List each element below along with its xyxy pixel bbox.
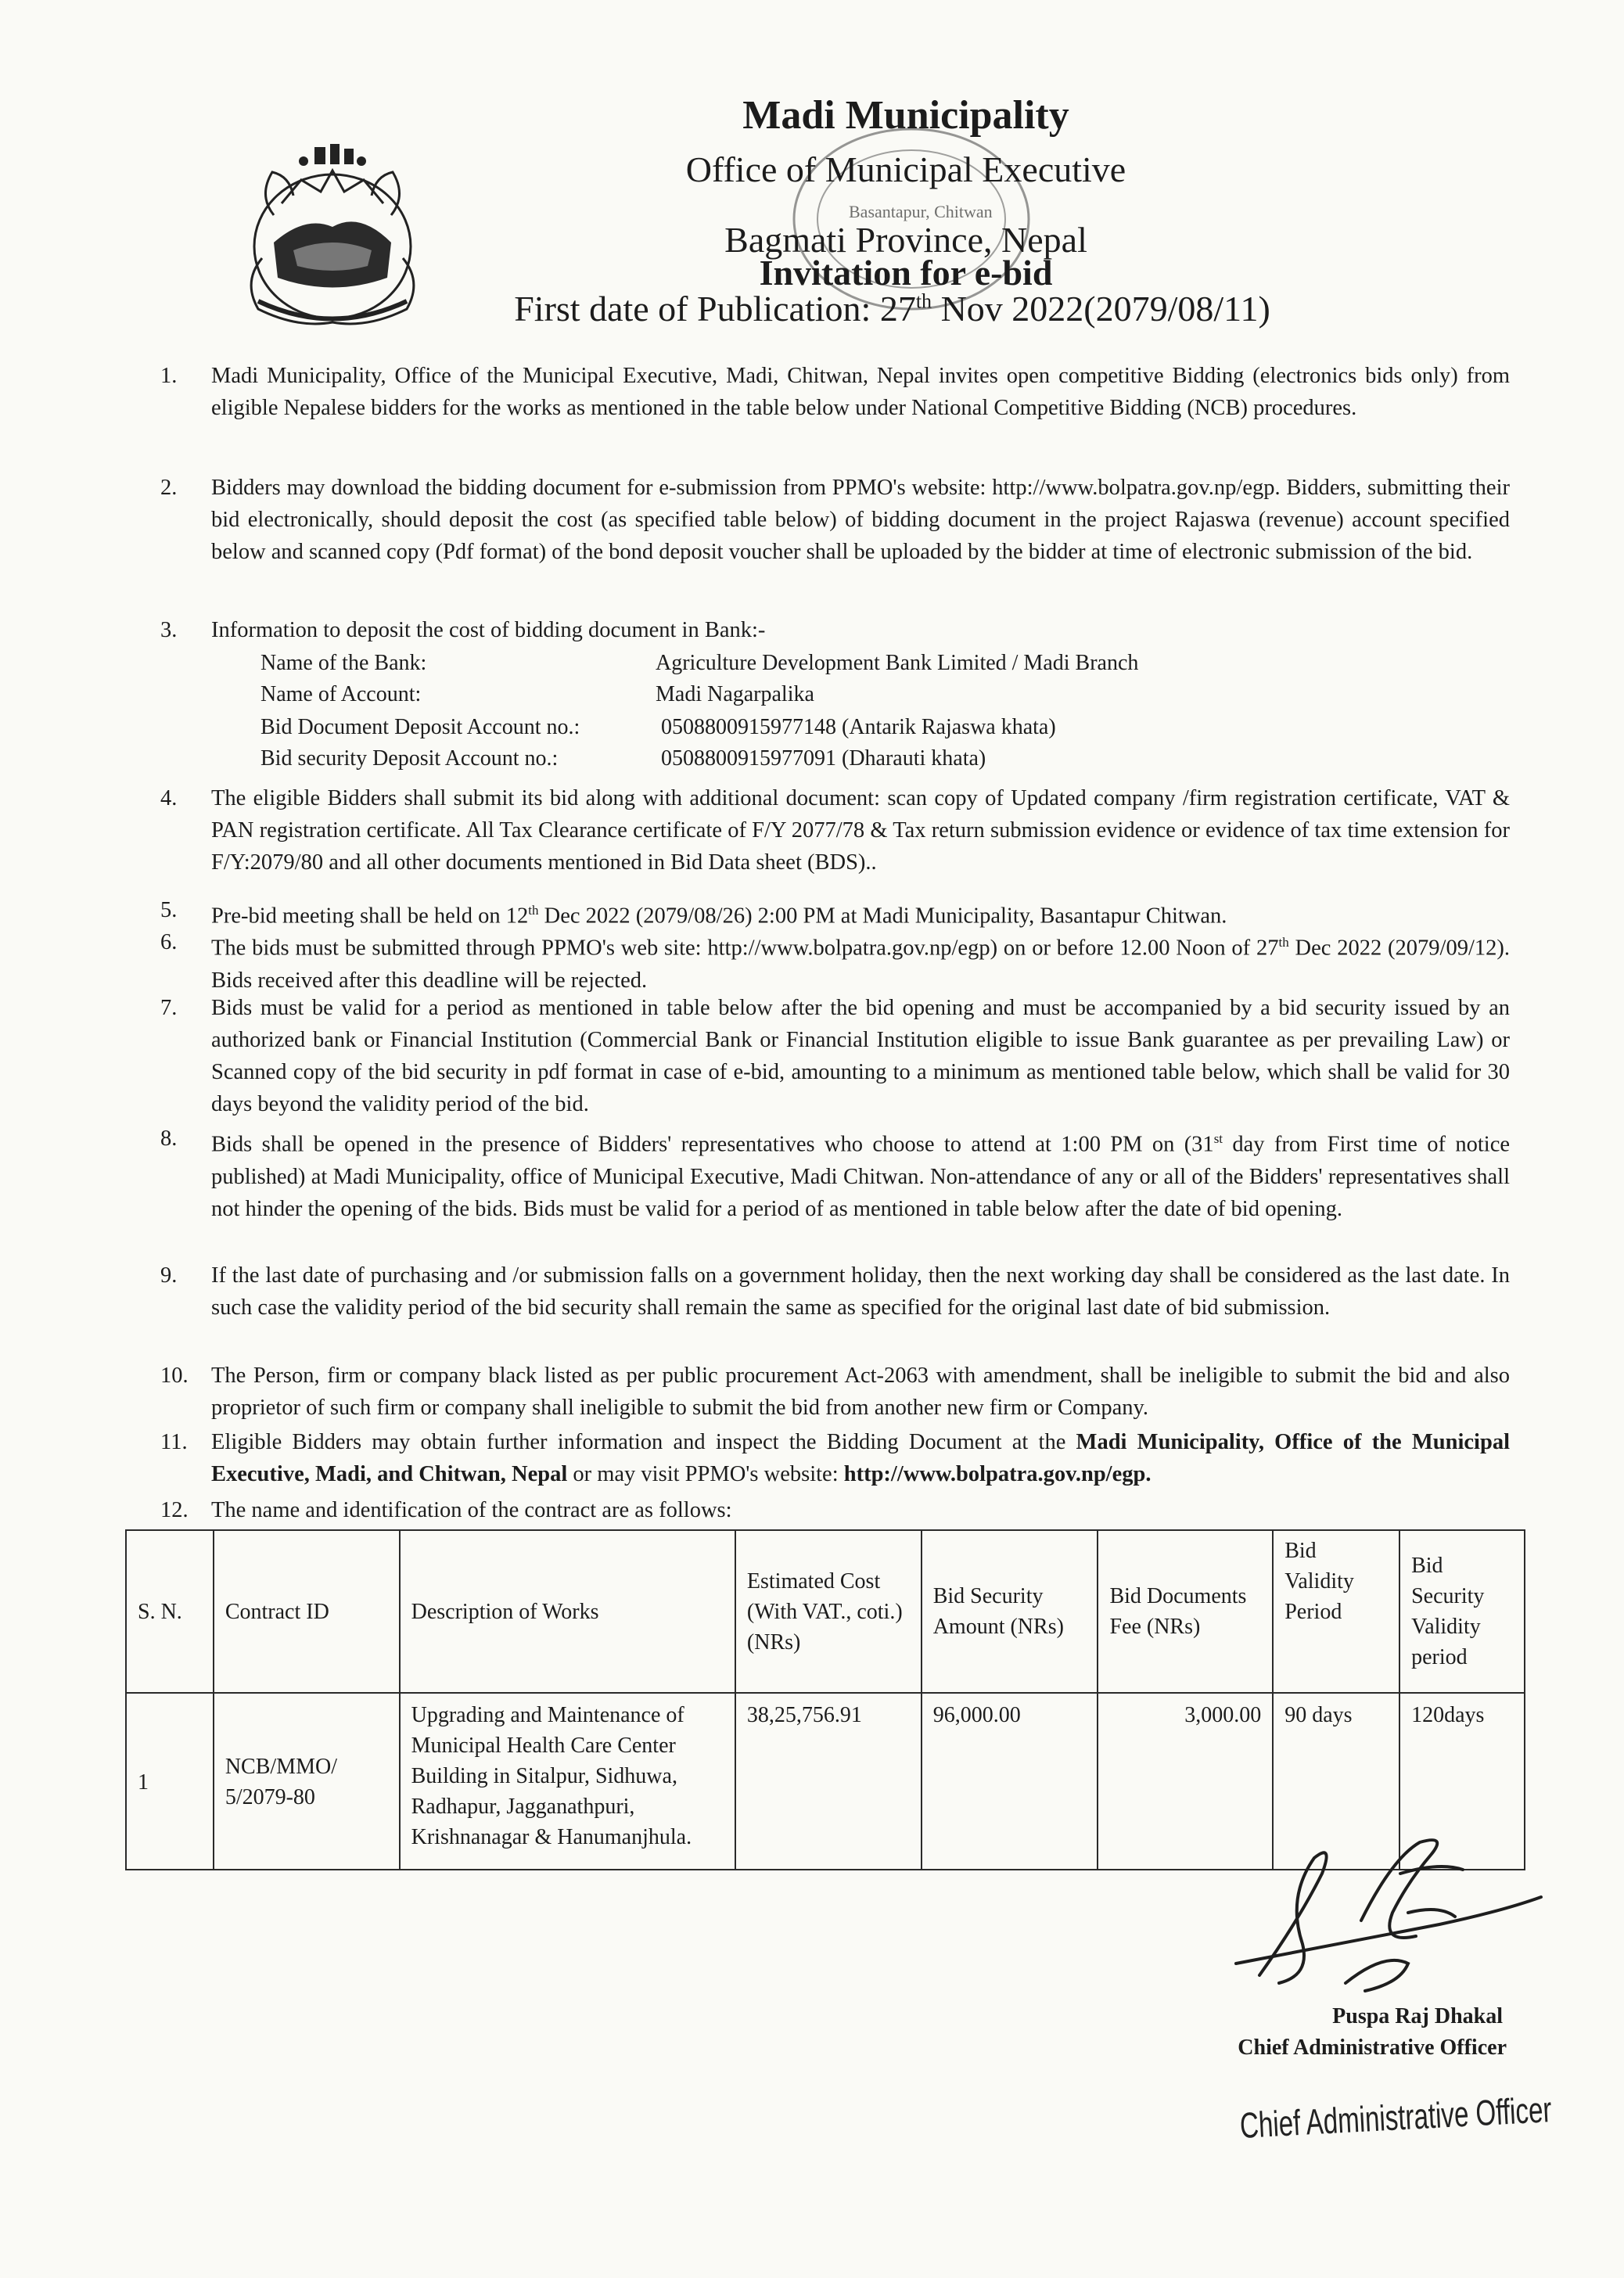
clause-text: The bids must be submitted through PPMO's web site: http://www.bolpatra.gov.np/egp) on or before 12.00 Noon of 27th Dec 2022 (2079/09/12). Bids received after this deadline will be rejected.	[211, 935, 1510, 993]
publication-date: First date of Publication: 27th Nov 2022(2079/08/11)	[514, 289, 1270, 329]
bank-row-account-name	[260, 679, 1199, 710]
clause-number: 6.	[160, 930, 178, 954]
clause-text: The Person, firm or company black listed as per public procurement Act-2063 with amendment, shall be ineligible to submit the bid and also proprietor of such firm or company shall ineligible to submit the bid from another new firm or Company.	[211, 1364, 1510, 1420]
table-cell: 96,000.00	[922, 1693, 1098, 1870]
table-cell: 120days	[1399, 1693, 1525, 1870]
table-cell: 90 days	[1273, 1693, 1399, 1870]
clause-number: 10.	[160, 1364, 189, 1388]
column-header: Description of Works	[400, 1530, 735, 1693]
clause-number: 2.	[160, 476, 178, 500]
office-name: Office of Municipal Executive	[685, 149, 1126, 189]
column-header: Bid Documents Fee (NRs)	[1098, 1530, 1273, 1693]
invitation-heading: Invitation for e-bid	[759, 253, 1053, 293]
clause-text: Pre-bid meeting shall be held on 12th Dec 2022 (2079/08/26) 2:00 PM at Madi Municipality, Basantapur Chitwan.	[211, 903, 1227, 929]
clause-number: 4.	[160, 786, 178, 810]
column-header: Bid Security Validity period	[1399, 1530, 1525, 1693]
nepal-emblem-icon	[227, 141, 438, 336]
clause-text: The name and identification of the contract are as follows:	[211, 1498, 732, 1522]
account-name-label: Name of Account:	[260, 682, 422, 706]
signatory-title: Chief Administrative Officer	[1238, 2035, 1507, 2060]
clause-text: Bids shall be opened in the presence of Bidders' representatives who choose to attend at 1:00 PM on (31st day from First time of notice published) at Madi Municipality, office of Municipal Executive, Madi Chitwan. Non-attendance of any or all of the Bidders' representatives shall not hinder the opening of the bids. Bids must be valid for a period of as mentioned in table below after the date of bid opening.	[211, 1131, 1510, 1221]
bank-name-label: Name of the Bank:	[260, 651, 427, 675]
column-header: Bid Security Amount (NRs)	[922, 1530, 1098, 1693]
table-cell: 1	[126, 1693, 214, 1870]
column-header: S. N.	[126, 1530, 214, 1693]
contract-table	[125, 1529, 1525, 1870]
clause-number: 1.	[160, 364, 178, 388]
column-header: Bid Validity Period	[1273, 1530, 1399, 1693]
column-header: Contract ID	[214, 1530, 400, 1693]
seal-text: Basantapur, Chitwan	[849, 202, 993, 221]
bank-row-bank-name	[260, 648, 1199, 679]
account-name-value: Madi Nagarpalika	[656, 682, 814, 706]
bid-security-account-label: Bid security Deposit Account no.:	[260, 746, 559, 771]
clause-text: Eligible Bidders may obtain further information and inspect the Bidding Document at the Madi Municipality, Office of the Municipal Executive, Madi, and Chitwan, Nepal or may visit PPMO's website: http://www.bolpatra.gov.np/egp.	[211, 1430, 1510, 1486]
clause-text: The eligible Bidders shall submit its bid along with additional document: scan copy of Updated company /firm registration certificate, VAT & PAN registration certificate. All Tax Clearance certificate of F/Y 2077/78 & Tax return submission evidence or evidence of tax time extension for F/Y:2079/80 and all other documents mentioned in Bid Data sheet (BDS)..	[211, 786, 1510, 875]
bank-row-bid-security	[260, 743, 1199, 774]
municipality-title: Madi Municipality	[742, 93, 1069, 138]
table-cell: 38,25,756.91	[735, 1693, 922, 1870]
clause-text: Madi Municipality, Office of the Municipal Executive, Madi, Chitwan, Nepal invites open competitive Bidding (electronics bids only) from eligible Nepalese bidders for the works as mentioned in the table below under National Competitive Bidding (NCB) procedures.	[211, 364, 1510, 420]
table-cell: NCB/MMO/ 5/2079-80	[214, 1693, 400, 1870]
bank-row-bid-document	[260, 712, 1199, 743]
column-header: Estimated Cost (With VAT., coti.) (NRs)	[735, 1530, 922, 1693]
bank-name-value: Agriculture Development Bank Limited / Madi Branch	[656, 651, 1139, 675]
clause-text: Bidders may download the bidding document for e-submission from PPMO's website: http://www.bolpatra.gov.np/egp. Bidders, submitting their bid electronically, should deposit the cost (as specified table below) of bidding document in the project Rajaswa (revenue) account specified below and scanned copy (Pdf format) of the bond deposit voucher shall be uploaded by the bidder at time of electronic submission of the bid.	[211, 476, 1510, 564]
province-line: Bagmati Province, Nepal	[724, 220, 1087, 260]
signatory-name: Puspa Raj Dhakal	[1332, 2004, 1503, 2028]
clause-text: Information to deposit the cost of bidding document in Bank:-	[211, 618, 766, 642]
bid-doc-account-label: Bid Document Deposit Account no.:	[260, 715, 580, 739]
bid-security-account-value: 0508800915977091 (Dharauti khata)	[661, 746, 986, 771]
designation-stamp: Chief Administrative Officer	[1238, 2089, 1553, 2146]
clause-number: 12.	[160, 1498, 189, 1522]
table-cell: 3,000.00	[1098, 1693, 1273, 1870]
clause-number: 5.	[160, 898, 178, 922]
clause-text: If the last date of purchasing and /or submission falls on a government holiday, then the next working day shall be considered as the last date. In such case the validity period of the bid security shall remain the same as specified for the original last date of bid submission.	[211, 1263, 1510, 1320]
clause-number: 3.	[160, 618, 178, 642]
clause-number: 7.	[160, 996, 178, 1020]
clause-number: 11.	[160, 1430, 188, 1454]
table-header-row	[126, 1530, 1525, 1693]
handwritten-signature	[1205, 1827, 1549, 2007]
clause-number: 9.	[160, 1263, 178, 1288]
clause-text: Bids must be valid for a period as mentioned in table below after the bid opening and must be accompanied by a bid security issued by an authorized bank or Financial Institution (Commercial Bank or Financial Institution eligible to issue Bank guarantee as per prevailing Law) or Scanned copy of the bid security in pdf format in case of e-bid, amounting to a minimum as mentioned table below, which shall be valid for 30 days beyond the validity period of the bid.	[211, 996, 1510, 1116]
bid-doc-account-value: 0508800915977148 (Antarik Rajaswa khata)	[661, 715, 1056, 739]
table-cell: Upgrading and Maintenance of Municipal Health Care Center Building in Sitalpur, Sidhuwa, Radhapur, Jagganathpuri, Krishnanagar & Hanumanjhula.	[400, 1693, 735, 1870]
clause-number: 8.	[160, 1126, 178, 1151]
